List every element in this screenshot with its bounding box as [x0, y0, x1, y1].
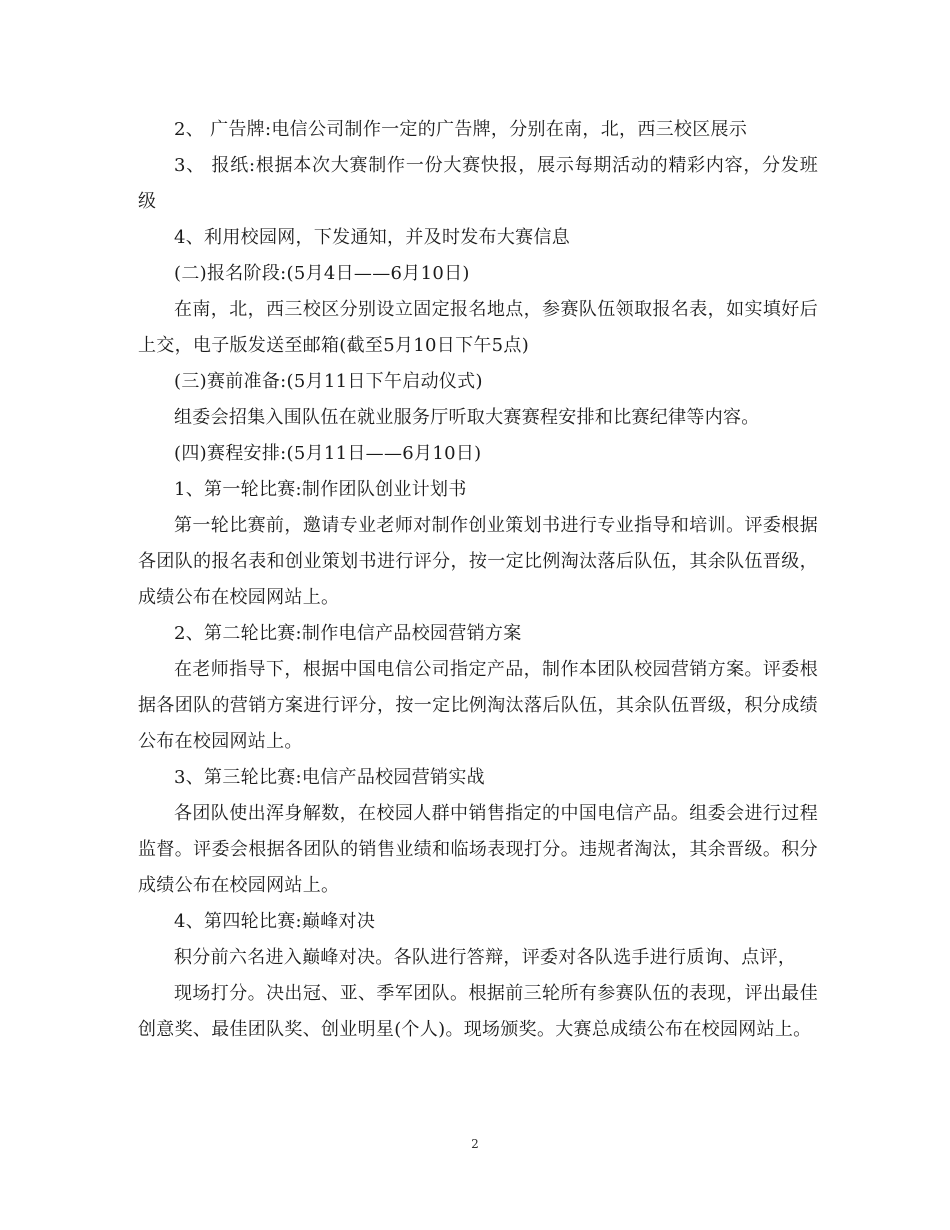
paragraph-newspaper: 3、 报纸:根据本次大赛制作一份大赛快报，展示每期活动的精彩内容，分发班级 [138, 155, 818, 212]
paragraph-round-1: 第一轮比赛前，邀请专业老师对制作创业策划书进行专业指导和培训。评委根据各团队的报名表和创业策划书进行评分，按一定比例淘汰落后队伍，其余队伍晋级，成绩公布在校园网站上。 [138, 515, 818, 608]
heading-round-2: 2、第二轮比赛:制作电信产品校园营销方案 [174, 623, 522, 644]
heading-preparation: (三)赛前准备:(5月11日下午启动仪式) [174, 371, 483, 392]
heading-registration-stage: (二)报名阶段:(5月4日——6月10日) [174, 263, 470, 284]
paragraph-round-2: 在老师指导下，根据中国电信公司指定产品，制作本团队校园营销方案。评委根据各团队的营销方案进行评分，按一定比例淘汰落后队伍，其余队伍晋级，积分成绩公布在校园网站上。 [138, 659, 818, 752]
paragraph-round-3: 各团队使出浑身解数，在校园人群中销售指定的中国电信产品。组委会进行过程监督。评委会根据各团队的销售业绩和临场表现打分。违规者淘汰，其余晋级。积分成绩公布在校园网站上。 [138, 803, 818, 896]
heading-round-4: 4、第四轮比赛:巅峰对决 [174, 911, 376, 932]
paragraph-round-4-results: 现场打分。决出冠、亚、季军团队。根据前三轮所有参赛队伍的表现，评出最佳创意奖、最佳团队奖、创业明星(个人)。现场颁奖。大赛总成绩公布在校园网站上。 [138, 983, 818, 1040]
heading-round-3: 3、第三轮比赛:电信产品校园营销实战 [174, 767, 485, 788]
page-number: 2 [471, 1137, 479, 1151]
heading-schedule: (四)赛程安排:(5月11日——6月10日) [174, 443, 482, 464]
paragraph-preparation: 组委会招集入围队伍在就业服务厅听取大赛赛程安排和比赛纪律等内容。 [174, 407, 760, 428]
paragraph-registration: 在南，北，西三校区分别设立固定报名地点，参赛队伍领取报名表，如实填好后上交，电子版发送至邮箱(截至5月10日下午5点) [138, 299, 818, 356]
paragraph-billboard: 2、 广告牌:电信公司制作一定的广告牌，分别在南，北，西三校区展示 [174, 119, 748, 140]
heading-round-1: 1、第一轮比赛:制作团队创业计划书 [174, 479, 467, 500]
paragraph-campus-network: 4、利用校园网，下发通知，并及时发布大赛信息 [174, 227, 571, 248]
document-body [138, 112, 818, 1048]
paragraph-round-4-intro: 积分前六名进入巅峰对决。各队进行答辩，评委对各队选手进行质询、点评， [174, 947, 797, 968]
